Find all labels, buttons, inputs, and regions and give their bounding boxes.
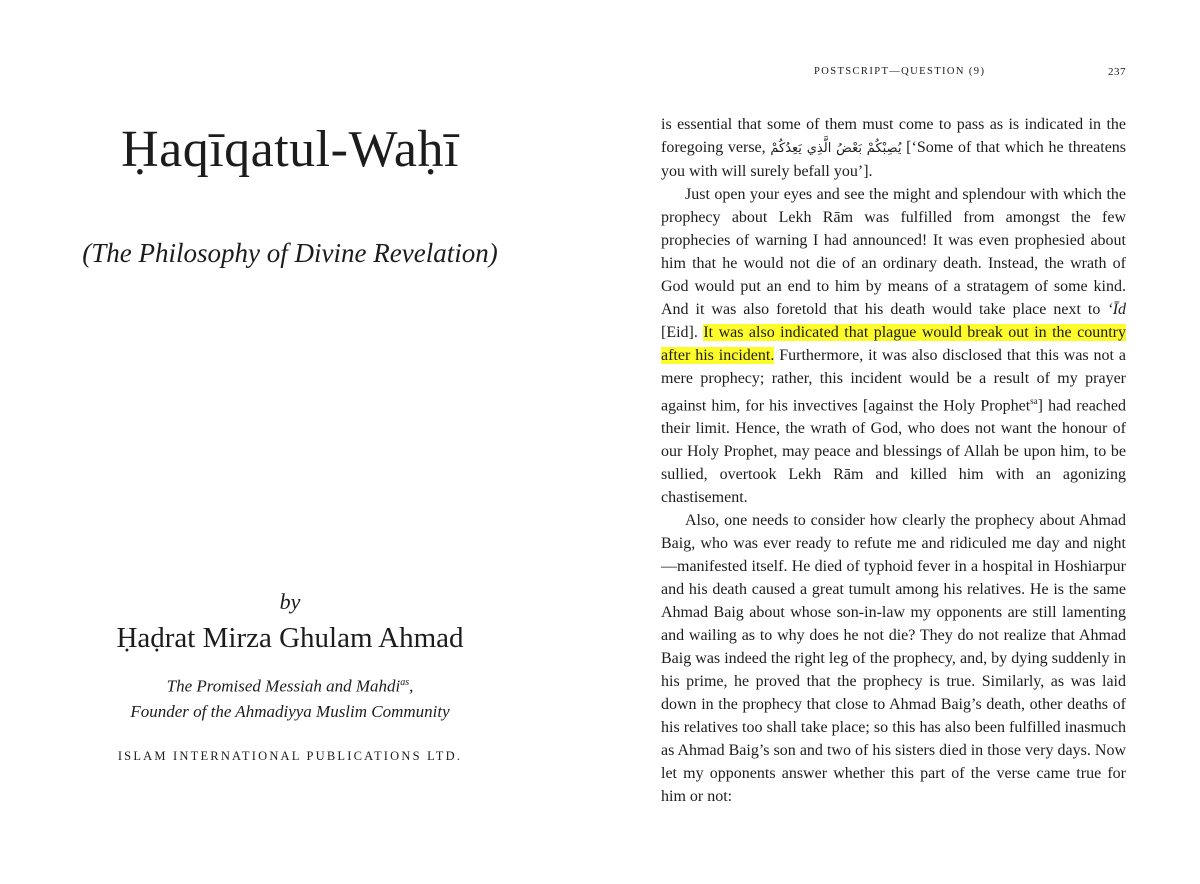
author-role-line1: The Promised Messiah and Mahdi	[166, 676, 401, 696]
by-label: by	[279, 589, 301, 614]
author-role-sup: as	[400, 677, 410, 688]
paragraph-2	[661, 183, 1126, 509]
paragraph-3: Also, one needs to consider how clearly the prophecy about Ahmad Baig, who was ever ready to refute me and ridiculed me day and night—manifested itself. He died of typhoid fever in a hospital in Hoshiarpur and his death caused a great tumult among his relatives. He is the same Ahmad Baig about whose son-in-law my opponents are still lamenting and wailing as to why does he not die? They do not realize that Ahmad Baig was indeed the right leg of the prophecy, and, by dying suddenly in his prime, he proved that the prophecy is true. Similarly, as was laid down in the prophecy that close to Ahmad Baig’s death, other deaths of his relatives too shall take place; so this has also been fulfilled inasmuch as Ahmad Baig’s son and two of his sisters died in those very days. Now let my opponents answer whether this part of the verse came true for him or not:	[661, 512, 1126, 806]
paragraph-1	[661, 113, 1126, 183]
publisher: ISLAM INTERNATIONAL PUBLICATIONS LTD.	[117, 749, 463, 763]
p2-text-a: Just open your eyes and see the might and splendour with which the prophecy about Lekh Rām was fulfilled from amongst the few prophecies of warning I had announced! It was even prophesied about him that he would not die of an ordinary death. Instead, the wrath of God would put an end to him by means of a stratagem of some kind. And it was also foretold that his death would take place next to	[661, 186, 1126, 318]
running-title: POSTSCRIPT—QUESTION (9)	[814, 66, 986, 77]
book-subtitle: (The Philosophy of Divine Revelation)	[82, 238, 498, 268]
highlighted-text[interactable]: It was also indicated that plague would break out in the country after his incident.	[661, 324, 1126, 364]
author-role	[0, 670, 580, 724]
p1-text-b: [‘Some of that which he threatens you with will surely befall you’].	[661, 139, 1127, 180]
p2-text-c: Furthermore, it was also disclosed that this was not a mere prophecy; rather, this incident would be a result of my prayer against him, for his invectives [against the Holy Prophet	[661, 347, 1126, 415]
author-role-line2: Founder of the Ahmadiyya Muslim Community	[130, 701, 450, 721]
book-title: Ḥaqīqatul-Waḥī	[121, 121, 459, 178]
author-name: Ḥaḍrat Mirza Ghulam Ahmad	[116, 622, 464, 654]
eid-word: ‘Īd	[1107, 301, 1127, 318]
p2-text-d: ] had reached their limit. Hence, the wrath of God, who does not want the honour of our Holy Prophet, may peace and blessings of Allah be upon him, to be sullied, overtook Lekh Rām and killed him with an agonizing chastisement.	[661, 397, 1126, 507]
p1-text-a: is essential that some of them must come to pass as is indicated in the foregoing verse,	[661, 116, 1126, 156]
arabic-verse: يُصِبْكُمْ بَعْضُ الَّذِي يَعِدُكُمْ	[770, 141, 902, 156]
author-role-line1-end: ,	[409, 676, 414, 696]
p2-sup: sa	[1030, 396, 1038, 406]
p2-text-b: [Eid].	[661, 324, 698, 341]
body-text	[661, 113, 1126, 808]
page-number: 237	[1108, 66, 1126, 78]
text-page	[600, 0, 1200, 884]
